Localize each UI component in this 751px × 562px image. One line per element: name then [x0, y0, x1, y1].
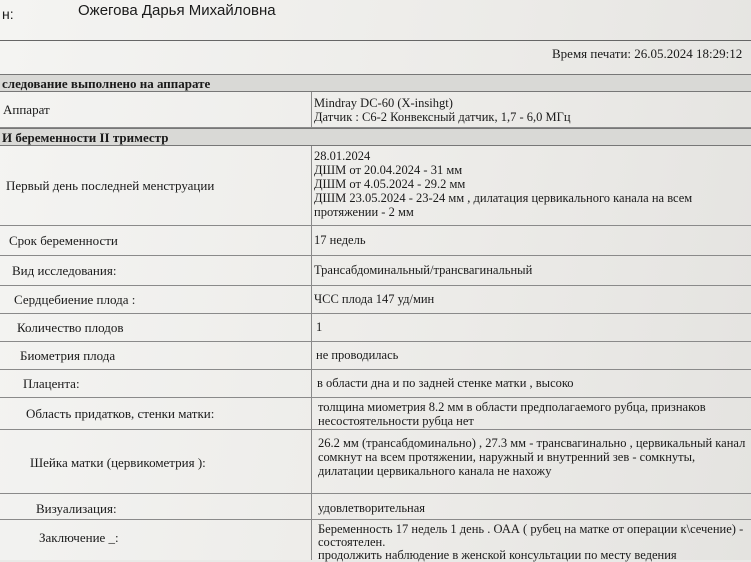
- value-line: ДШМ от 20.04.2024 - 31 мм: [314, 163, 463, 177]
- value-line: сомкнут на всем протяжении, наружный и внутренний зев - сомкнуты,: [318, 450, 696, 464]
- column-divider: [311, 314, 312, 342]
- table-row: [0, 342, 751, 370]
- header-label: н:: [2, 6, 14, 22]
- column-divider: [311, 286, 312, 314]
- row-label: Количество плодов: [17, 320, 124, 335]
- table-row: [0, 286, 751, 314]
- row-label: Шейка матки (цервикометрия ):: [30, 455, 206, 470]
- row-value: [318, 436, 745, 478]
- row-value: [314, 149, 692, 219]
- value-line: 26.2 мм (трансабдоминально) , 27.3 мм - трансвагинально , цервикальный канал: [318, 436, 746, 450]
- column-divider: [311, 370, 312, 398]
- table-row: [0, 370, 751, 398]
- value-line: состоятелен.: [318, 535, 386, 549]
- row-label: Срок беременности: [9, 233, 118, 248]
- value-line: 28.01.2024: [314, 149, 371, 163]
- column-divider: [311, 92, 312, 128]
- row-value: Трансабдоминальный/трансвагинальный: [314, 263, 533, 277]
- device-label: Аппарат: [3, 102, 50, 117]
- table-row: [0, 314, 751, 342]
- device-row: [0, 92, 751, 128]
- column-divider: [311, 398, 312, 430]
- patient-name: Ожегова Дарья Михайловна: [78, 2, 276, 19]
- table-row: [0, 520, 751, 560]
- print-time: Время печати: 26.05.2024 18:29:12: [552, 46, 743, 61]
- section-pregnancy-title: И беременности II триместр: [0, 128, 751, 146]
- device-line: Mindray DC-60 (X-insihgt): [314, 96, 453, 110]
- row-value: удовлетворительная: [318, 501, 426, 515]
- value-line: несостоятельности рубца нет: [318, 414, 474, 428]
- row-value: 17 недель: [314, 233, 366, 247]
- table-row: [0, 226, 751, 256]
- column-divider: [311, 226, 312, 256]
- value-line: ДШМ 23.05.2024 - 23-24 мм , дилатация цервикального канала на всем: [314, 191, 693, 205]
- row-label: Вид исследования:: [12, 263, 117, 278]
- table-row: [0, 494, 751, 520]
- row-label: Заключение _:: [39, 530, 119, 545]
- device-value: [314, 96, 571, 124]
- column-divider: [311, 256, 312, 286]
- row-value: 1: [316, 320, 323, 334]
- row-value: ЧСС плода 147 уд/мин: [314, 292, 435, 306]
- value-line: толщина миометрия 8.2 мм в области предполагаемого рубца, признаков: [318, 400, 706, 414]
- value-line: ДШМ от 4.05.2024 - 29.2 мм: [314, 177, 466, 191]
- column-divider: [311, 342, 312, 370]
- value-line: протяжении - 2 мм: [314, 205, 414, 219]
- device-line: Датчик : C6-2 Конвексный датчик, 1,7 - 6,0 МГц: [314, 110, 571, 124]
- column-divider: [311, 430, 312, 494]
- row-label: Плацента:: [23, 376, 80, 391]
- row-label: Первый день последней менструации: [6, 178, 215, 193]
- table-row: [0, 398, 751, 430]
- header-divider: [0, 40, 751, 41]
- column-divider: [311, 520, 312, 560]
- row-value: [318, 523, 743, 562]
- section-device-title: следование выполнено на аппарате: [0, 74, 751, 92]
- value-line: дилатации цервикального канала не нахожу: [318, 464, 552, 478]
- row-value: в области дна и по задней стенке матки , высоко: [317, 376, 574, 390]
- table-row: [0, 256, 751, 286]
- value-line: Беременность 17 недель 1 день . ОАА ( рубец на матке от операции к\сечение) -: [318, 522, 744, 536]
- row-label: Визуализация:: [36, 501, 117, 516]
- row-label: Биометрия плода: [20, 348, 116, 363]
- row-label: Сердцебиение плода :: [14, 292, 136, 307]
- row-value: не проводилась: [316, 348, 399, 362]
- row-label: Область придатков, стенки матки:: [26, 406, 215, 421]
- table-row: [0, 430, 751, 494]
- column-divider: [311, 494, 312, 520]
- table-row: [0, 146, 751, 226]
- value-line: продолжить наблюдение в женской консультации по месту ведения: [318, 548, 677, 562]
- column-divider: [311, 146, 312, 226]
- row-value: [318, 400, 706, 428]
